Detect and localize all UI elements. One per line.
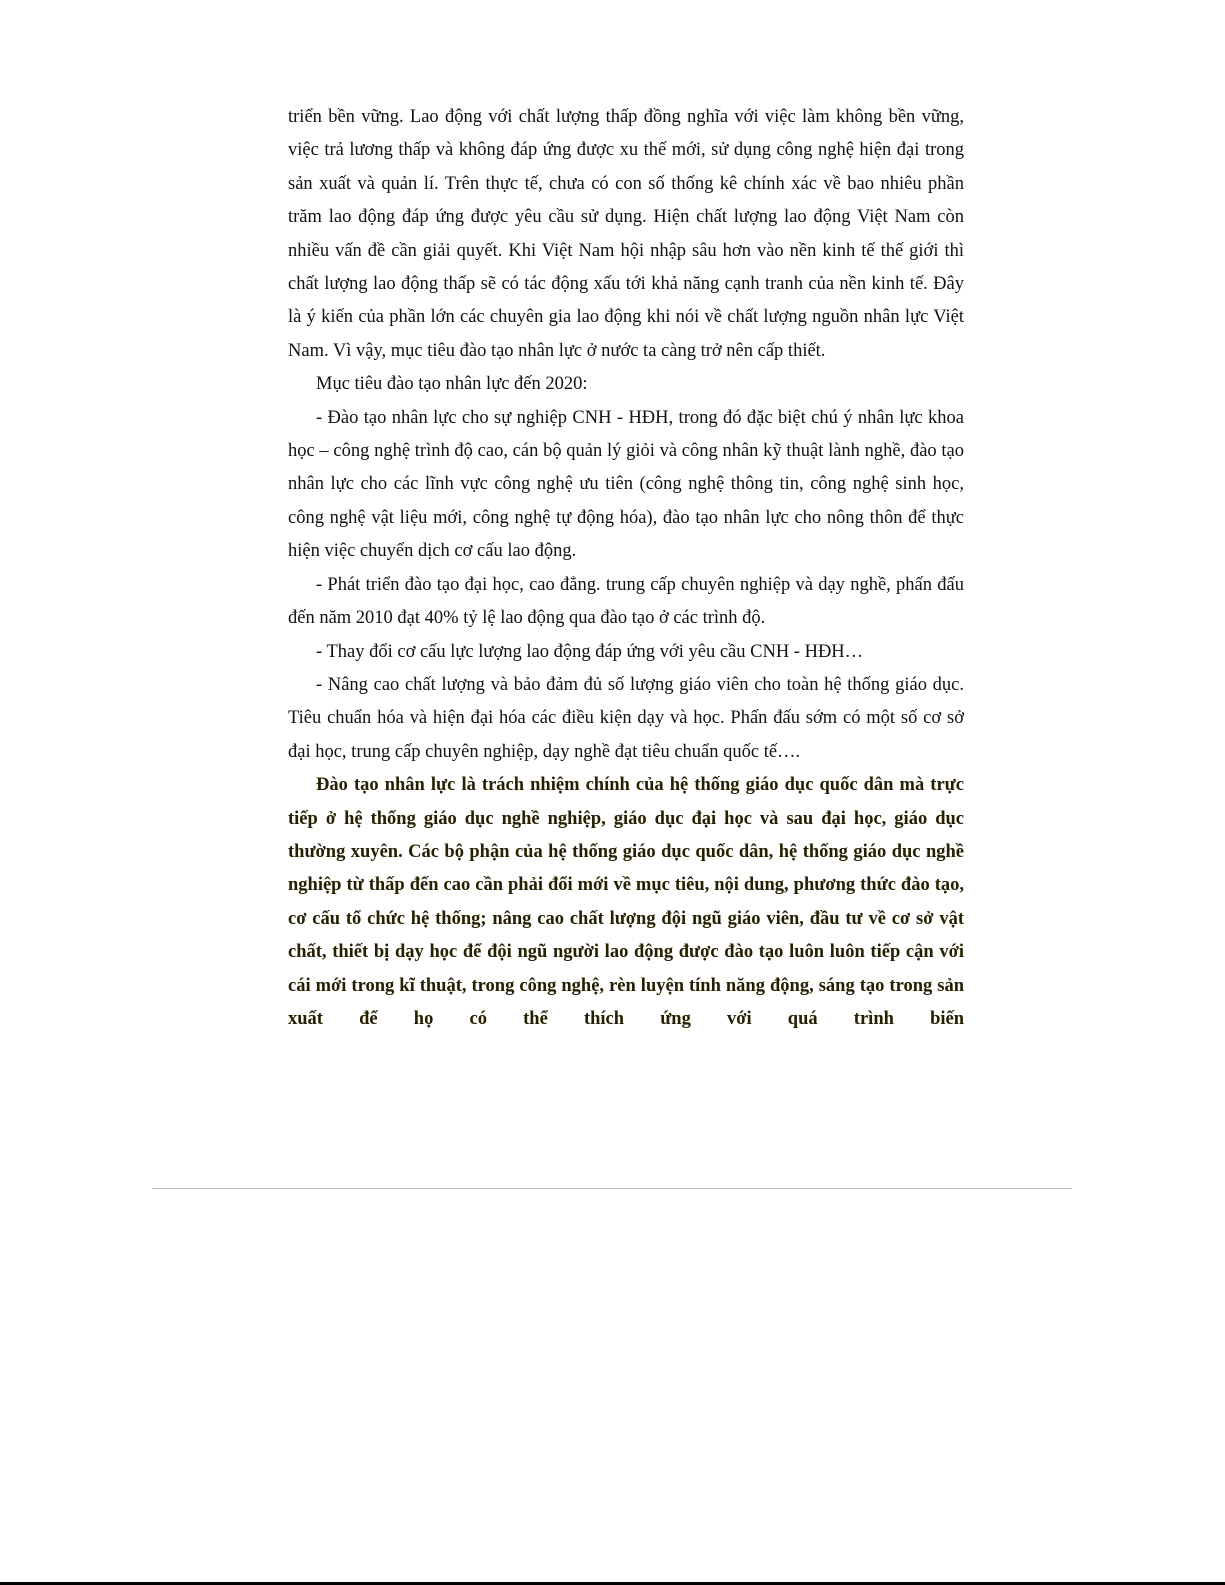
paragraph-labor-quality: triển bền vững. Lao động với chất lượng thấp đồng nghĩa với việc làm không bền vững, việc trả lương thấp và không đáp ứng được xu thế mới, sử dụng công nghệ hiện đại trong sản xuất và quản lí. Trên thực tế, chưa có con số thống kê chính xác về bao nhiêu phần trăm lao động đáp ứng được yêu cầu sử dụng. Hiện chất lượng lao động Việt Nam còn nhiều vấn đề cần giải quyết. Khi Việt Nam hội nhập sâu hơn vào nền kinh tế thế giới thì chất lượng lao động thấp sẽ có tác động xấu tới khả năng cạnh tranh của nền kinh tế. Đây là ý kiến của phần lớn các chuyên gia lao động khi nói về chất lượng nguồn nhân lực Việt Nam. Vì vậy, mục tiêu đào tạo nhân lực ở nước ta càng trở nên cấp thiết. xyxy=(288,107,964,361)
paragraph-goal-teacher-quality: - Nâng cao chất lượng và bảo đảm đủ số lượng giáo viên cho toàn hệ thống giáo dục. Tiêu chuẩn hóa và hiện đại hóa các điều kiện dạy và học. Phấn đấu sớm có một số cơ sở đại học, trung cấp chuyên nghiệp, dạy nghề đạt tiêu chuẩn quốc tế…. xyxy=(288,674,964,762)
paragraph-education-system-responsibility: Đào tạo nhân lực là trách nhiệm chính của hệ thống giáo dục quốc dân mà trực tiếp ở hệ thống giáo dục nghề nghiệp, giáo dục đại học và sau đại học, giáo dục thường xuyên. Các bộ phận của hệ thống giáo dục quốc dân, hệ thống giáo dục nghề nghiệp từ thấp đến cao cần phải đổi mới về mục tiêu, nội dung, phương thức đào tạo, cơ cấu tổ chức hệ thống; nâng cao chất lượng đội ngũ giáo viên, đầu tư về cơ sở vật chất, thiết bị dạy học để đội ngũ người lao động được đào tạo luôn luôn tiếp cận với cái mới trong kĩ thuật, trong công nghệ, rèn luyện tính năng động, sáng tạo trong sản xuất để họ có thể thích ứng với quá trình biến xyxy=(288,775,964,1029)
document-page-body xyxy=(288,101,964,1036)
paragraph-goal-industrialization: - Đào tạo nhân lực cho sự nghiệp CNH - HĐH, trong đó đặc biệt chú ý nhân lực khoa học – công nghệ trình độ cao, cán bộ quản lý giỏi và công nhân kỹ thuật lành nghề, đào tạo nhân lực cho các lĩnh vực công nghệ ưu tiên (công nghệ thông tin, công nghệ sinh học, công nghệ vật liệu mới, công nghệ tự động hóa), đào tạo nhân lực cho nông thôn để thực hiện việc chuyển dịch cơ cấu lao động. xyxy=(288,407,964,562)
page-divider xyxy=(152,1188,1072,1189)
paragraph-training-goals-heading: Mục tiêu đào tạo nhân lực đến 2020: xyxy=(316,374,588,395)
paragraph-goal-labor-structure: - Thay đổi cơ cấu lực lượng lao động đáp ứng với yêu cầu CNH - HĐH… xyxy=(316,641,864,662)
paragraph-goal-higher-education: - Phát triển đào tạo đại học, cao đẳng. trung cấp chuyên nghiệp và dạy nghề, phấn đấu đến năm 2010 đạt 40% tỷ lệ lao động qua đào tạo ở các trình độ. xyxy=(288,574,964,629)
